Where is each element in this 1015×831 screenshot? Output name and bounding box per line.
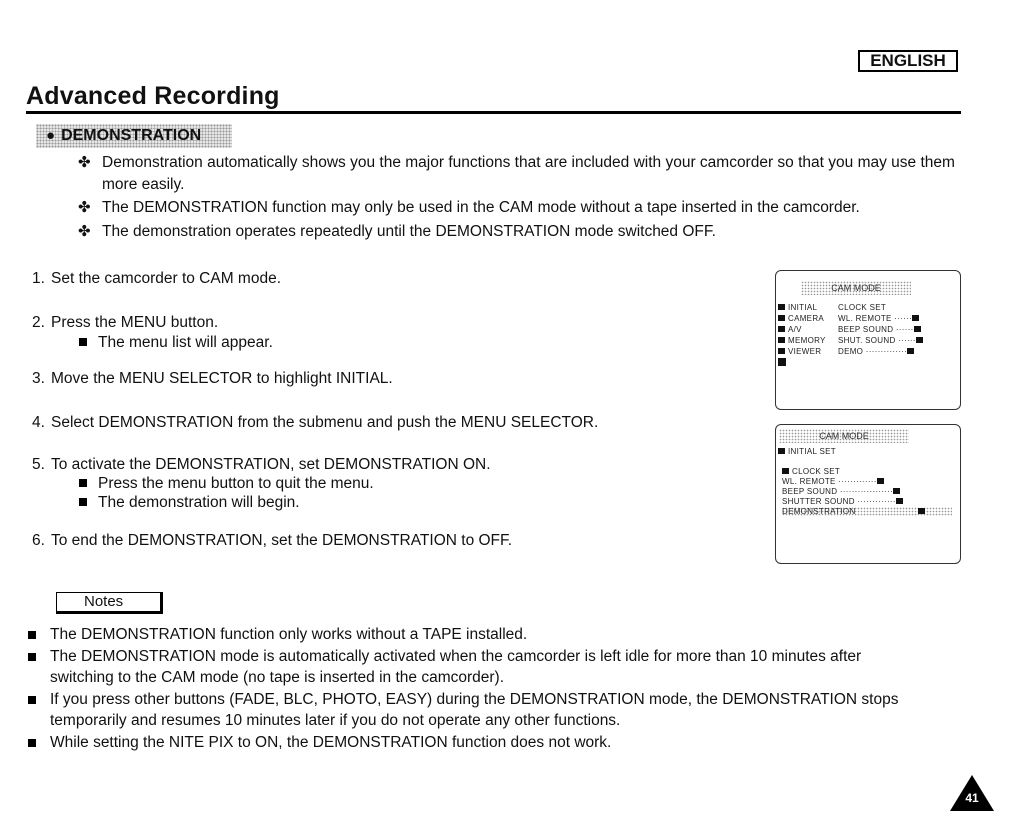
step-subitem: The demonstration will begin. [79,494,300,512]
menu-row: INITIAL [778,303,817,312]
note-item: While setting the NITE PIX to ON, the DEMONSTRATION function does not work. [28,732,928,754]
notes-label: Notes [56,592,163,614]
square-bullet-icon [28,631,36,639]
intro-item: ✤ The demonstration operates repeatedly until the DEMONSTRATION mode switched OFF. [78,221,958,243]
menu-option: BEEP SOUND ·················· [782,487,903,496]
menu-option: CLOCK SET [838,303,887,312]
menu-option: WL. REMOTE ······ [838,314,922,323]
menu-option: SHUT. SOUND ······ [838,336,926,345]
section-heading [36,124,232,148]
square-bullet-icon [28,739,36,747]
page-number: 41 [965,791,979,805]
notes-list [28,624,928,753]
step-item: 6. To end the DEMONSTRATION, set the DEMONSTRATION to OFF. [32,532,513,549]
clover-bullet-icon: ✤ [78,199,91,216]
menu-row: CAMERA [778,314,824,323]
note-item: The DEMONSTRATION function only works without a TAPE installed. [28,624,928,646]
section-bullet-icon: ● [46,127,56,144]
step-subitem: The menu list will appear. [79,334,273,352]
intro-list [78,152,958,242]
menu-option: CLOCK SET [782,467,840,476]
menu-row: A/V [778,325,802,334]
menu-heading: INITIAL SET [778,447,836,456]
square-bullet-icon [79,338,87,346]
menu-option: SHUTTER SOUND ············· [782,497,906,506]
language-badge: ENGLISH [858,50,958,72]
clover-bullet-icon: ✤ [78,222,91,240]
menu-title: CAM MODE [779,429,909,443]
menu-row: VIEWER [778,347,821,356]
step-subitem: Press the menu button to quit the menu. [79,475,374,493]
menu-option: WL. REMOTE ············· [782,477,887,486]
menu-option: DEMO ·············· [838,347,917,356]
menu-row: MEMORY [778,336,826,345]
menu-screen-initial [775,270,961,410]
step-item: 5. To activate the DEMONSTRATION, set DEMONSTRATION ON. [32,456,491,473]
menu-indicator-icon [778,358,789,368]
square-bullet-icon [79,479,87,487]
step-item: 3. Move the MENU SELECTOR to highlight INITIAL. [32,370,393,387]
section-heading-text: DEMONSTRATION [61,127,202,144]
page-number-badge [950,775,994,811]
square-bullet-icon [28,653,36,661]
intro-item: ✤ Demonstration automatically shows you the major functions that are included with your camcorder so that you may use them more easily. [78,154,955,193]
clover-bullet-icon: ✤ [78,154,91,171]
intro-item: ✤ The DEMONSTRATION function may only be used in the CAM mode without a tape inserted in the camcorder. [78,197,958,219]
menu-option-selected: DEMONSTRATION [782,507,952,516]
menu-option: BEEP SOUND ······ [838,325,924,334]
menu-title: CAM MODE [801,281,911,295]
step-item: 1. Set the camcorder to CAM mode. [32,270,282,287]
square-bullet-icon [79,498,87,506]
step-item: 2. Press the MENU button. [32,314,219,331]
menu-screen-initial-set [775,424,961,564]
title-divider [26,111,961,114]
page-title: Advanced Recording [26,82,280,110]
note-item: If you press other buttons (FADE, BLC, PHOTO, EASY) during the DEMONSTRATION mode, the DEMONSTRATION stops temporarily and resumes 10 minutes later if you do not operate any other functions. [28,689,928,732]
note-item: The DEMONSTRATION mode is automatically activated when the camcorder is left idle for more than 10 minutes after switching to the CAM mode (no tape is inserted in the camcorder). [28,646,928,689]
square-bullet-icon [28,696,36,704]
step-item: 4. Select DEMONSTRATION from the submenu and push the MENU SELECTOR. [32,414,599,431]
